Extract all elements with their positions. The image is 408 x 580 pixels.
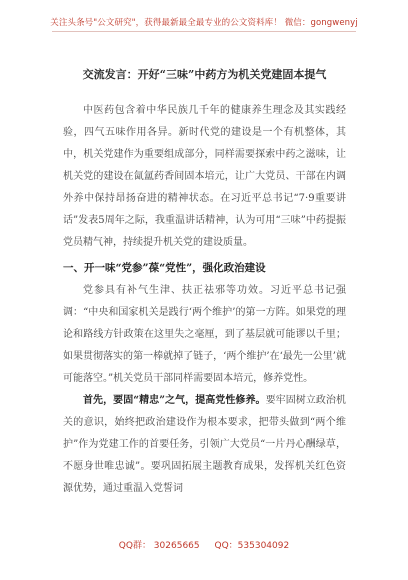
footer-qq-number: QQ：535304092 <box>214 541 290 551</box>
page-header-banner: 关注头条号"公文研究"，获得最新最全最专业的公文资料库！ 微信：gongwenyj <box>50 18 358 28</box>
document-body <box>63 66 346 500</box>
footer-qq-group: QQ群： 30265665 <box>118 541 200 551</box>
section-1-heading: 一、开一味“党参”葆“党性”，强化政治建设 <box>63 262 266 274</box>
document-title: 交流发言：开好“三味”中药方为机关党建固本提气 <box>82 68 327 81</box>
section-2-paragraph <box>63 390 346 500</box>
page-footer <box>0 538 408 551</box>
intro-paragraph: 中医药包含着中华民族几千年的健康养生理念及其实践经验，四气五味作用各异。新时代党的建设是一个有机整体，其中，机关党建作为重要组成部分，同样需要探索中药之滋味，让机关党的建设在氤氲药香间固本培元，让广大党员、干部在内调外养中保持昂扬奋进的精神状态。在习近平总书记“7·9重要讲话”发表5周年之际，我重温讲话精神，认为可用“三味”中药提振党员精气神，持续提升机关党的建设质量。 <box>63 105 346 248</box>
section-1-paragraph: 党参具有补气生津、扶正祛邪等功效。习近平总书记强调：“中央和国家机关是践行‘两个维护’的第一方阵。如果党的理论和路线方针政策在这里失之毫厘，到了基层就可能谬以千里；如果贯彻落实的第一棒就掉了链子，‘两个维护’在‘最先一公里’就可能落空。”机关党员干部同样需要固本培元，修养党性。 <box>63 285 346 384</box>
header-divider <box>52 31 356 32</box>
section-2-lead: 首先，要固“精忠”之气，提高党性修养。 <box>83 395 266 406</box>
section-2-text: 要牢固树立政治机关的意识，始终把政治建设作为根本要求，把带头做到“两个维护”作为党建工作的首要任务，引领广大党员“一片丹心酬绿草，不愿身世唯忠诚”。要巩固拓展主题教育成果，发挥机关红色资源优势，通过重温入党誓词 <box>63 395 346 494</box>
